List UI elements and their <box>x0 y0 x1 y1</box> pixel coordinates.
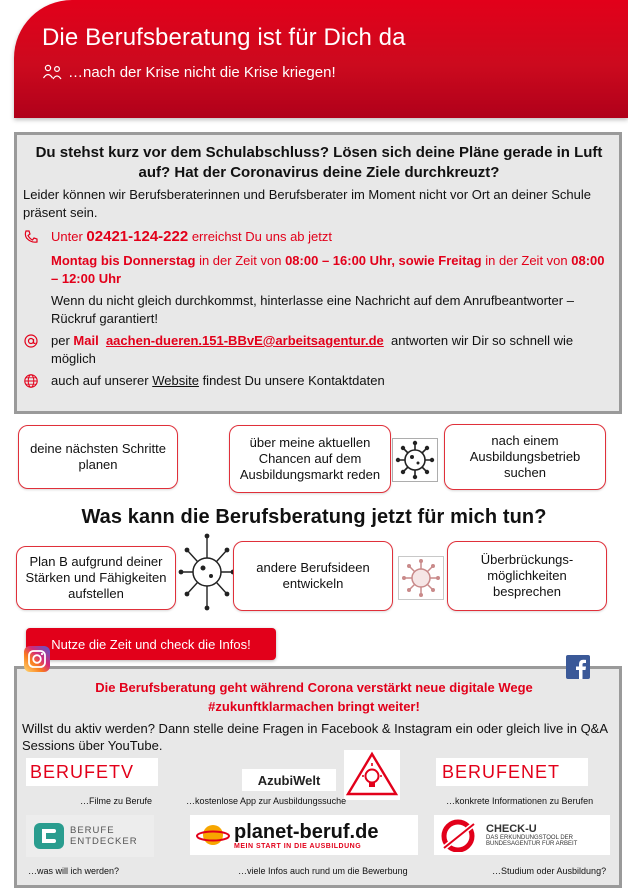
info-heading: Du stehst kurz vor dem Schulabschluss? Lösen sich deine Pläne gerade in Luft auf? Hat der Coronavirus deine Ziele durchkreuzt? <box>35 144 603 181</box>
hours-time2: 08:00 – 12:00 Uhr <box>51 253 605 286</box>
topic-plan-b <box>16 546 176 610</box>
globe-icon <box>23 373 39 389</box>
check-u-logo[interactable] <box>434 815 610 855</box>
topic-next-steps <box>18 425 178 489</box>
topic-label: über meine aktuellen Chancen auf dem Ausbildungsmarkt reden <box>239 435 381 482</box>
mail-text <box>51 332 611 368</box>
hours-time1: 08:00 – 16:00 Uhr, sowie Freitag <box>285 253 482 268</box>
berufeentdecker-logo[interactable] <box>26 815 154 857</box>
planet-beruf-caption: …viele Infos auch rund um die Bewerbung <box>238 866 408 876</box>
contact-info-panel <box>14 132 622 414</box>
planet-beruf-logo-text: planet-beruf.de <box>234 820 379 843</box>
check-u-sub2: BUNDESAGENTUR FÜR ARBEIT <box>486 841 578 847</box>
azubiwelt-caption: …kostenlose App zur Ausbildungssuche <box>186 796 347 806</box>
check-u-sub1: DAS ERKUNDUNGSTOOL DER <box>486 835 574 841</box>
phone-suffix: erreichst Du uns ab jetzt <box>191 229 332 244</box>
berufetv-logo-text: BERUFETV <box>30 761 135 782</box>
facebook-icon[interactable] <box>566 655 590 679</box>
mail-prefix: per <box>51 333 70 348</box>
berufeentdecker-caption: …was will ich werden? <box>28 866 120 876</box>
hours-mid1: in der Zeit von <box>199 253 282 268</box>
berufeentdecker-line1: BERUFE <box>70 825 115 836</box>
header-banner <box>14 0 628 118</box>
planet-beruf-logo[interactable] <box>190 815 418 855</box>
berufetv-caption: …Filme zu Berufe <box>80 796 153 806</box>
mail-link[interactable]: aachen-dueren.151-BBvE@arbeitsagentur.de <box>105 333 384 348</box>
berufeentdecker-line2: ENTDECKER <box>70 836 138 847</box>
topic-other-ideas <box>233 541 393 611</box>
topic-bridging <box>447 541 607 611</box>
check-u-logo-text: CHECK-U <box>486 823 537 835</box>
page-subtitle-text: …nach der Krise nicht die Krise kriegen! <box>68 63 336 81</box>
website-text <box>51 372 611 390</box>
check-u-text <box>486 823 577 847</box>
phone-number[interactable]: 02421-124-222 <box>86 228 189 245</box>
digital-hashtag: #zukunftklarmachen bringt weiter! <box>208 699 420 714</box>
phone-text <box>51 228 611 246</box>
topic-label: Plan B aufgrund deiner Stärken und Fähigkeiten aufstellen <box>25 554 167 601</box>
info-intro: Leider können wir Berufsberaterinnen und Berufsberater im Moment nicht vor Ort an deiner Schule präsent sein. <box>23 187 591 220</box>
berufeentdecker-mark-icon <box>34 823 64 849</box>
at-icon <box>23 333 39 349</box>
facebook-f-icon <box>566 655 590 679</box>
hours-days: Montag bis Donnerstag <box>51 253 196 268</box>
virus-icon <box>392 438 438 482</box>
berufeentdecker-logo-text <box>70 825 138 847</box>
check-u-caption: …Studium oder Ausbildung? <box>492 866 607 876</box>
website-suffix: findest Du unsere Kontaktdaten <box>202 373 385 388</box>
website-link[interactable]: Website <box>152 373 199 388</box>
lightbulb-warning-icon <box>344 750 400 800</box>
phone-icon <box>23 229 39 245</box>
topic-label: nach einem Ausbildungsbetrieb suchen <box>469 433 581 480</box>
azubiwelt-logo-text: AzubiWelt <box>257 772 321 788</box>
digital-title <box>0 678 628 716</box>
check-u-mark-icon <box>438 818 480 852</box>
topic-label: Überbrückungs-möglichkeiten besprechen <box>480 552 574 599</box>
azubiwelt-logo[interactable] <box>242 769 336 791</box>
page-title: Die Berufsberatung ist für Dich da <box>42 24 406 51</box>
topic-label: deine nächsten Schritte planen <box>30 441 166 472</box>
people-icon <box>42 63 64 81</box>
berufenet-logo-text: BERUFENET <box>442 761 561 782</box>
virus-icon <box>398 556 444 600</box>
voicemail-text: Wenn du nicht gleich durchkommst, hinterlasse eine Nachricht auf dem Anrufbeantworter – Rückruf garantiert! <box>51 293 574 326</box>
mail-label: Mail <box>73 333 99 348</box>
instagram-icon[interactable] <box>24 646 50 672</box>
mail-suffix: antworten wir Dir so schnell wie möglich <box>51 333 574 366</box>
page-subtitle <box>42 63 336 81</box>
digital-text: Willst du aktiv werden? Dann stelle deine Fragen in Facebook & Instagram ein oder gleich live in Q&A Sessions über YouTube. <box>22 721 608 753</box>
topic-training-company <box>444 424 606 490</box>
planet-beruf-text <box>234 821 378 850</box>
check-infos-button[interactable]: Nutze die Zeit und check die Infos! <box>26 628 276 660</box>
hours-text <box>51 252 611 288</box>
berufenet-caption: …konkrete Informationen zu Berufen <box>446 796 594 806</box>
berufetv-logo[interactable] <box>26 758 158 786</box>
topic-label: andere Berufsideen entwickeln <box>256 560 370 591</box>
topic-market-chances <box>229 425 391 493</box>
phone-prefix: Unter <box>51 229 83 244</box>
website-prefix: auch auf unserer <box>51 373 149 388</box>
main-question: Was kann die Berufsberatung jetzt für mich tun? <box>81 506 547 528</box>
hours-mid2: in der Zeit von <box>485 253 568 268</box>
planet-beruf-sub: MEIN START IN DIE AUSBILDUNG <box>234 842 362 850</box>
virus-icon <box>178 532 236 612</box>
digital-title-line1: Die Berufsberatung geht während Corona verstärkt neue digitale Wege <box>95 680 533 695</box>
berufenet-logo[interactable] <box>436 758 588 786</box>
planet-icon <box>196 820 230 850</box>
